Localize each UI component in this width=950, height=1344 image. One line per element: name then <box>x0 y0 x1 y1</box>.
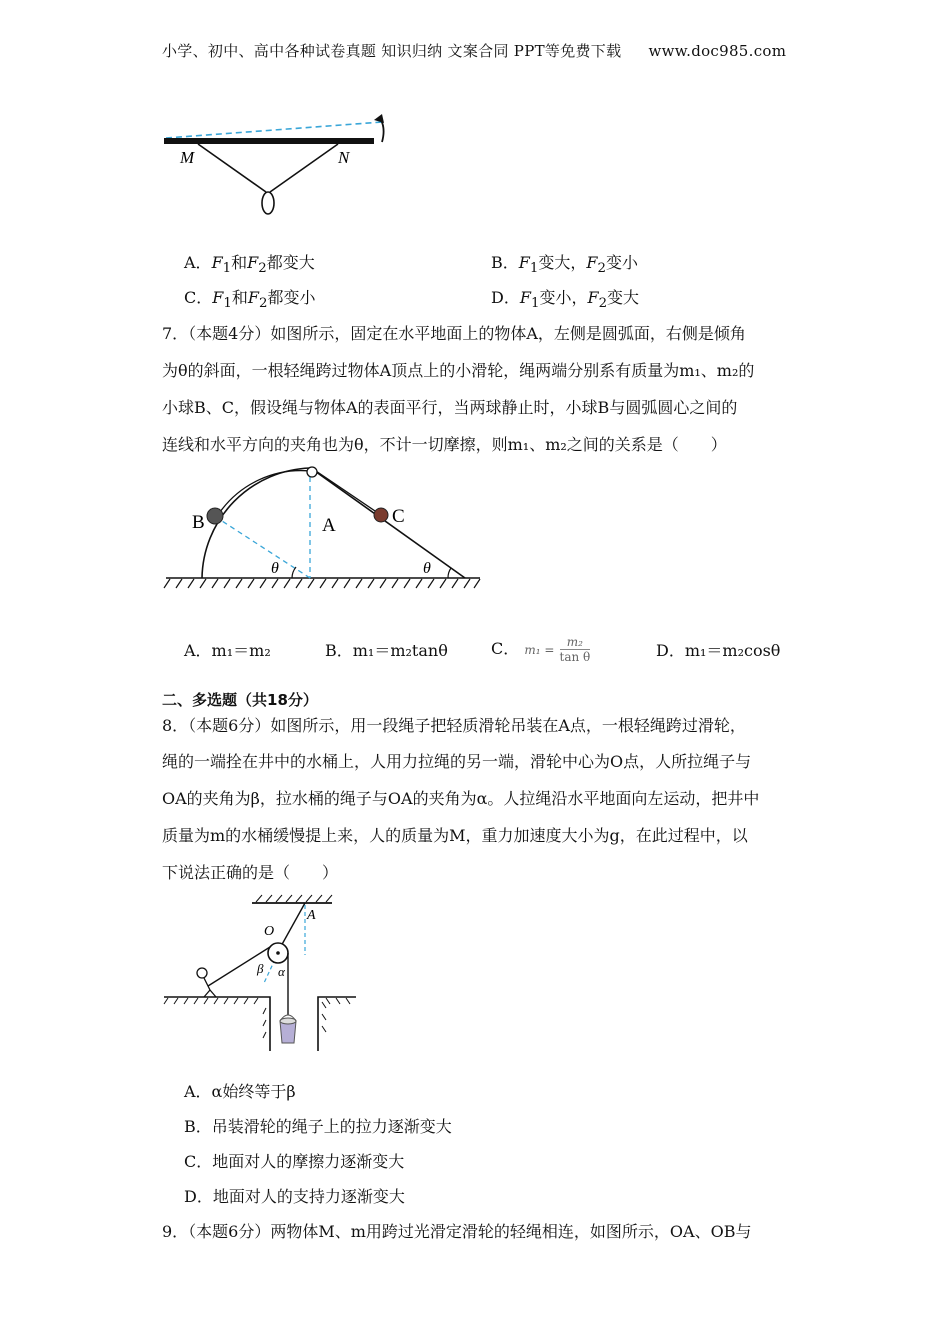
label-b: B <box>192 512 205 533</box>
label-theta-right: θ <box>423 560 431 577</box>
q6-option-c[interactable]: C．$F_1$和$F_2$都变小 <box>184 288 316 312</box>
fraction: $\frac{\text{m₂}}{\text{tan θ}}$ <box>559 635 591 664</box>
q6-option-b[interactable]: B．$F_1$变大，$F_2$变小 <box>491 253 638 277</box>
q7-option-b[interactable]: B．m₁＝m₂tanθ <box>325 641 448 660</box>
q7-line-2: 为θ的斜面，一根轻绳跨过物体A顶点上的小滑轮，绳两端分别系有质量为m₁、m₂的 <box>162 361 755 380</box>
label-theta-left: θ <box>271 560 279 577</box>
q8-line-5: 下说法正确的是（ ） <box>162 863 339 882</box>
figure-q6 <box>160 110 400 220</box>
q8-option-d[interactable]: D．地面对人的支持力逐渐变大 <box>184 1187 405 1206</box>
label-a: A <box>322 515 336 536</box>
q7-line-4: 连线和水平方向的夹角也为θ，不计一切摩擦，则m₁、m₂之间的关系是（ ） <box>162 435 727 454</box>
ball-c <box>374 508 388 522</box>
q7-line-3: 小球B、C，假设绳与物体A的表面平行，当两球静止时，小球B与圆弧圆心之间的 <box>162 398 738 417</box>
ball-b <box>207 508 223 524</box>
ceiling-hatch <box>256 895 332 902</box>
label-o: O <box>264 924 275 939</box>
label-beta: β <box>257 961 264 976</box>
ground-hatch <box>164 579 480 588</box>
q9-line-1: 9．（本题6分）两物体M、m用跨过光滑定滑轮的轻绳相连，如图所示，OA、OB与 <box>162 1222 752 1241</box>
q7-option-c[interactable]: C． m₁ = $\frac{\text{m₂}}{\text{tan θ}}$ <box>491 635 591 664</box>
q8-option-c[interactable]: C．地面对人的摩擦力逐渐变大 <box>184 1152 405 1171</box>
ring <box>262 192 274 214</box>
header-url[interactable]: www.doc985.com <box>648 42 787 60</box>
theta-arc-left <box>292 567 296 578</box>
q6-option-a[interactable]: A．$F_1$和$F_2$都变大 <box>184 253 315 277</box>
page-header <box>162 40 786 61</box>
q6-option-d[interactable]: D．$F_1$变小，$F_2$变大 <box>491 288 640 312</box>
q7-option-d[interactable]: D．m₁＝m₂cosθ <box>656 641 781 660</box>
figure-q7 <box>160 465 490 595</box>
label-m: M <box>180 148 195 167</box>
q8-option-a[interactable]: A．α始终等于β <box>184 1082 296 1101</box>
pulley-icon <box>307 467 317 477</box>
dashed-rotation-line <box>166 122 382 138</box>
rope-on-incline <box>316 471 378 513</box>
rope-on-arc <box>220 471 310 512</box>
figure-q8 <box>160 893 370 1063</box>
ground-left <box>164 997 270 1051</box>
rope-left <box>198 144 266 192</box>
radius-dashed <box>222 521 310 578</box>
label-alpha: α <box>278 964 285 979</box>
q8-option-b[interactable]: B．吊装滑轮的绳子上的拉力逐渐变大 <box>184 1117 452 1136</box>
label-a: A <box>307 908 316 923</box>
q8-line-3: OA的夹角为β，拉水桶的绳子与OA的夹角为α。人拉绳沿水平地面向左运动，把井中 <box>162 789 760 808</box>
hanging-rope <box>280 903 305 948</box>
horizontal-bar <box>164 138 374 144</box>
q8-line-2: 绳的一端拴在井中的水桶上，人用力拉绳的另一端，滑轮中心为O点，人所拉绳子与 <box>162 752 752 771</box>
section-heading: 二、多选题（共18分） <box>162 691 318 709</box>
bucket-icon <box>280 1015 296 1043</box>
pulley-center <box>276 951 280 955</box>
theta-arc-right <box>448 568 451 578</box>
label-c: C <box>392 506 405 527</box>
q8-line-4: 质量为m的水桶缓慢提上来，人的质量为M，重力加速度大小为g，在此过程中，以 <box>162 826 748 845</box>
q7-line-1: 7．（本题4分）如图所示，固定在水平地面上的物体A，左侧是圆弧面，右侧是倾角 <box>162 324 746 343</box>
label-n: N <box>338 148 350 167</box>
q8-line-1: 8．（本题6分）如图所示，用一段绳子把轻质滑轮吊装在A点，一根轻绳跨过滑轮， <box>162 716 746 735</box>
header-text: 小学、初中、高中各种试卷真题 知识归纳 文案合同 PPT等免费下载 <box>162 42 622 60</box>
rope-right <box>270 144 338 192</box>
q7-option-a[interactable]: A．m₁＝m₂ <box>184 641 271 660</box>
ground-hatch <box>164 998 350 1038</box>
